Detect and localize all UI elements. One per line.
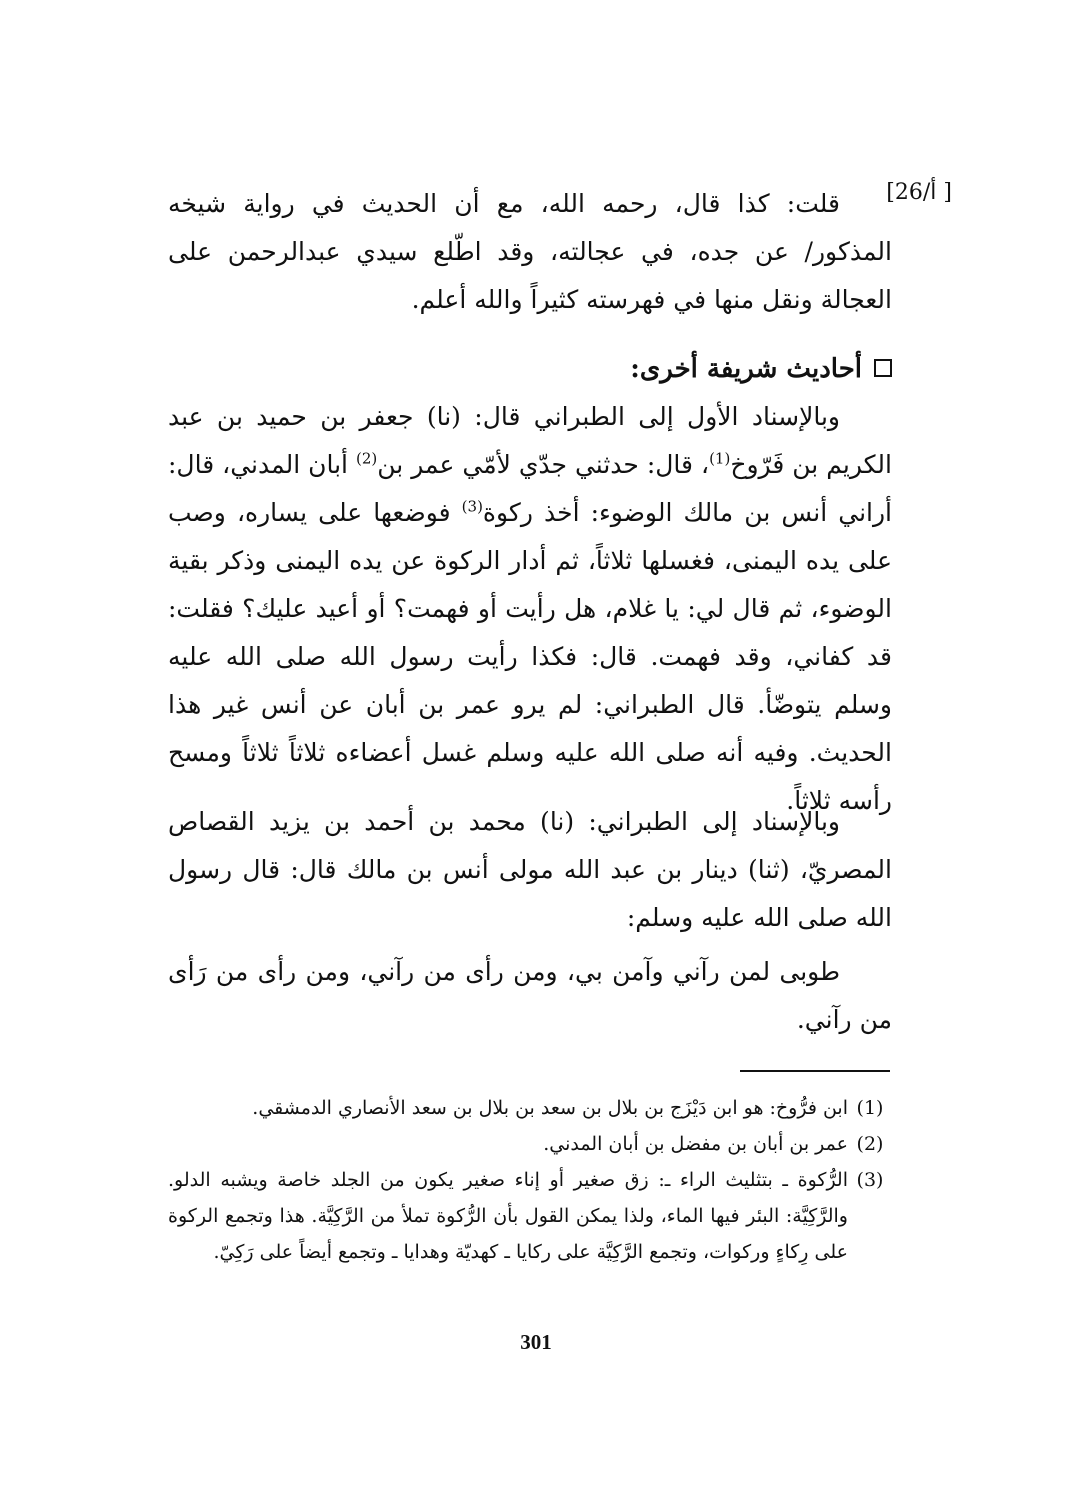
manuscript-folio-reference: [أ/26 ] [886, 180, 952, 205]
square-bullet-icon [874, 359, 892, 377]
paragraph-text-part: ، قال: حدثني جدّي لأمّي عمر بن [377, 450, 710, 479]
footnote-number: (2) [856, 1133, 884, 1155]
footnote-marker-3[interactable]: (3) [461, 497, 483, 516]
page-number: 301 [520, 1330, 552, 1354]
paragraph-text-part: وبالإسناد الأول إلى الطبراني قال: (نا) جعفر بن حميد بن عبد الكريم بن فَرّوخ [168, 402, 892, 479]
footnote-number: (3) [856, 1169, 884, 1191]
section-heading-text: أحاديث شريفة أخرى: [630, 354, 862, 384]
paragraph-tabarani-wudu [168, 393, 892, 825]
footnote-3 [168, 1162, 892, 1270]
paragraph-isnad-text: وبالإسناد إلى الطبراني: (نا) محمد بن أحمد بن يزيد القصاص المصريّ، (ثنا) دينار بن عبد الله مولى أنس بن مالك قال: قال رسول الله صلى الله عليه وسلم: [168, 807, 892, 932]
footnote-marker-2[interactable]: (2) [355, 449, 378, 468]
paragraph-tabarani-isnad [168, 798, 892, 942]
footnote-separator [740, 1070, 890, 1072]
footnote-text: ابن فرُّوخ: هو ابن دَيْزَج بن بلال بن سعد بن بلال بن سعد الأنصاري الدمشقي. [252, 1097, 848, 1119]
footnote-2 [168, 1126, 892, 1162]
footnote-number: (1) [856, 1097, 884, 1119]
footnote-text: عمر بن أبان بن مفضل بن أبان المدني. [543, 1133, 848, 1155]
footnote-marker-1[interactable]: (1) [709, 449, 731, 468]
footnote-text: الرُّكوة ـ بتثليث الراء ـ: زق صغير أو إناء صغير يكون من الجلد خاصة ويشبه الدلو. والرَّكِيَّة: البئر فيها الماء، ولذا يمكن القول بأن الرُّكوة تملأ من الرَّكِيَّة. هذا وتجمع الركوة على رِكاءٍ وركوات، وتجمع الرَّكِيَّة على ركايا ـ كهديّة وهدايا ـ وتجمع أيضاً على رَكِيّ. [168, 1169, 848, 1263]
paragraph-opening [168, 180, 892, 324]
footnote-1 [168, 1090, 892, 1126]
footnotes [168, 1090, 892, 1270]
paragraph-hadith-text [168, 948, 892, 1044]
paragraph-text-part: أبان المدني، قال: أراني أنس بن مالك الوضوء: أخذ ركوة [168, 450, 892, 527]
hadith-quote: طوبى لمن رآني وآمن بي، ومن رأى من رآني، ومن رأى من رَأى من رآني. [168, 957, 892, 1034]
section-heading [168, 345, 892, 393]
paragraph-opening-text: قلت: كذا قال، رحمه الله، مع أن الحديث في رواية شيخه المذكور/ عن جده، في عجالته، وقد اطّلع سيدي عبدالرحمن على العجالة ونقل منها في فهرسته كثيراً والله أعلم. [168, 189, 892, 314]
paragraph-text-part: فوضعها على يساره، وصب على يده اليمنى، فغسلها ثلاثاً، ثم أدار الركوة عن يده اليمنى وذكر بقية الوضوء، ثم قال لي: يا غلام، هل رأيت أو فهمت؟ أو أعيد عليك؟ فقلت: قد كفاني، وقد فهمت. قال: فكذا رأيت رسول الله صلى الله عليه وسلم يتوضّأ. قال الطبراني: لم يرو عمر بن أبان عن أنس غير هذا الحديث. وفيه أنه صلى الله عليه وسلم غسل أعضاءه ثلاثاً ثلاثاً ومسح رأسه ثلاثاً. [168, 498, 892, 815]
